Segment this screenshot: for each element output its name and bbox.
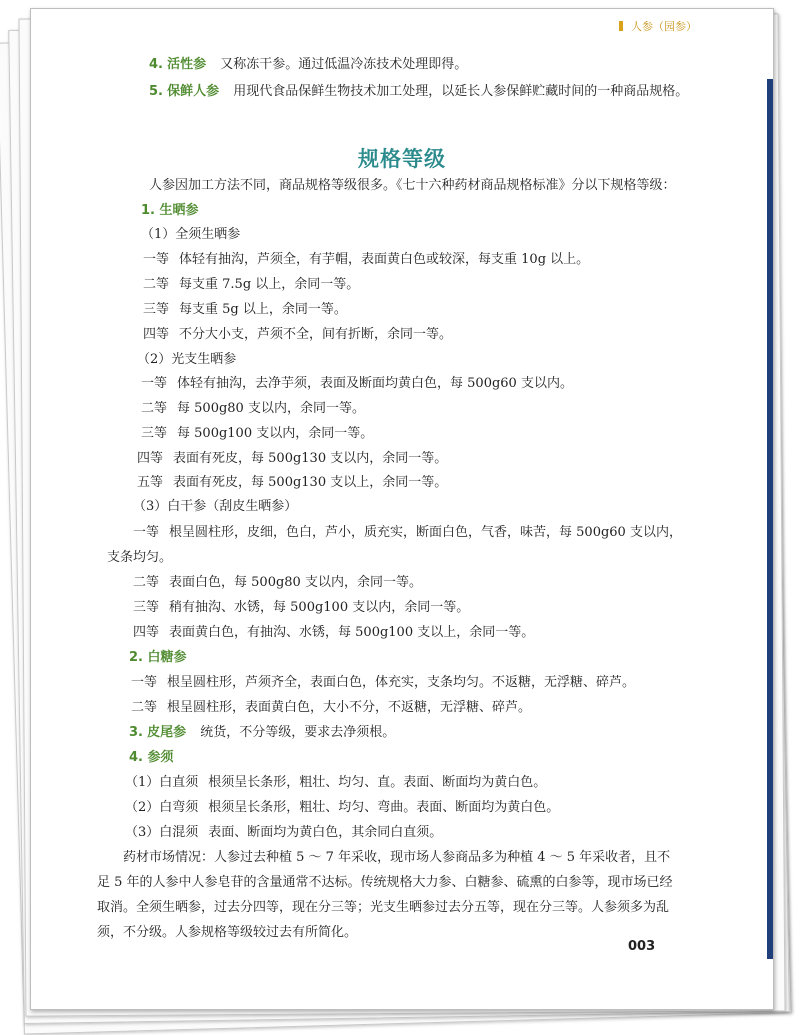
- subcategory-label: （2）光支生晒参: [137, 352, 237, 367]
- category-heading: 4. 参须: [129, 750, 174, 765]
- beard-item: （1）白直须 根须呈长条形，粗壮、均匀、直。表面、断面均为黄白色。: [125, 775, 547, 790]
- grade-row-continuation: 支条均匀。: [107, 550, 173, 565]
- section-title: 规格等级: [358, 147, 446, 171]
- grade-row: 一等 体轻有抽沟，芦须全，有芋帽，表面黄白色或较深，每支重 10g 以上。: [143, 252, 590, 267]
- page-edge-bar: [767, 79, 773, 959]
- grade-row: 二等 每支重 7.5g 以上，余同一等。: [143, 277, 360, 292]
- intro-item: 5. 保鲜人参 用现代食品保鲜生物技术加工处理，以延长人参保鲜贮藏时间的一种商品规格。: [149, 84, 689, 99]
- subcategory-label: （3）白干参（刮皮生晒参）: [133, 499, 298, 514]
- grade-row: 三等 每支重 5g 以上，余同一等。: [143, 302, 347, 317]
- grade-row: 四等 不分大小支，芦须不全，间有折断，余同一等。: [143, 327, 453, 342]
- market-paragraph-line: 足 5 年的人参中人参皂苷的含量通常不达标。传统规格大力参、白糖参、硫熏的白参等，现市场已经: [97, 875, 673, 890]
- grade-row: 二等 每 500g80 支以内，余同一等。: [141, 401, 365, 416]
- grade-row: 二等 根呈圆柱形，表面黄白色，大小不分，不返糖，无浮糖、碎芦。: [131, 700, 532, 715]
- book-page: [30, 8, 774, 1010]
- category-heading: 3. 皮尾参 统货，不分等级，要求去净须根。: [129, 725, 396, 740]
- intro-item: 4. 活性参 又称冻干参。通过低温冷冻技术处理即得。: [149, 57, 468, 72]
- market-paragraph-line: 药材市场情况：人参过去种植 5 ～ 7 年采收，现市场人参商品多为种植 4 ～ 5 年采收者，且不: [123, 850, 671, 865]
- grade-row: 四等 表面黄白色，有抽沟、水锈，每 500g100 支以上，余同一等。: [133, 625, 535, 640]
- beard-item: （2）白弯须 根须呈长条形，粗壮、均匀、弯曲。表面、断面均为黄白色。: [125, 800, 560, 815]
- subcategory-label: （1）全须生晒参: [141, 227, 241, 242]
- grade-row: 三等 稍有抽沟、水锈，每 500g100 支以内，余同一等。: [133, 600, 470, 615]
- header-marker: [619, 21, 623, 31]
- grade-row: 五等 表面有死皮，每 500g130 支以上，余同一等。: [137, 475, 448, 490]
- market-paragraph-line: 须，不分级。人参规格等级较过去有所简化。: [97, 925, 358, 940]
- grade-row: 一等 体轻有抽沟，去净芋须，表面及断面均黄白色，每 500g60 支以内。: [141, 376, 573, 391]
- grade-row: 三等 每 500g100 支以内，余同一等。: [141, 426, 374, 441]
- grade-row: 四等 表面有死皮，每 500g130 支以内，余同一等。: [137, 451, 448, 466]
- grade-row: 二等 表面白色，每 500g80 支以内，余同一等。: [133, 575, 422, 590]
- category-heading: 2. 白糖参: [129, 650, 187, 665]
- category-heading: 1. 生晒参: [141, 203, 199, 218]
- grade-row: 一等 根呈圆柱形，芦须齐全，表面白色，体充实，支条均匀。不返糖，无浮糖、碎芦。: [131, 675, 636, 690]
- market-paragraph-line: 取消。全须生晒参，过去分四等，现在分三等；光支生晒参过去分五等，现在分三等。人参须多为乱: [97, 900, 670, 915]
- grade-row: 一等 根呈圆柱形，皮细，色白，芦小，质充实，断面白色，气香，味苦，每 500g60 支以内，: [133, 525, 682, 540]
- beard-item: （3）白混须 表面、断面均为黄白色，其余同白直须。: [125, 825, 443, 840]
- intro-paragraph: 人参因加工方法不同，商品规格等级很多。《七十六种药材商品规格标准》分以下规格等级：: [149, 178, 676, 193]
- page-number: 003: [628, 939, 656, 954]
- running-head: 人参（园参）: [631, 20, 697, 33]
